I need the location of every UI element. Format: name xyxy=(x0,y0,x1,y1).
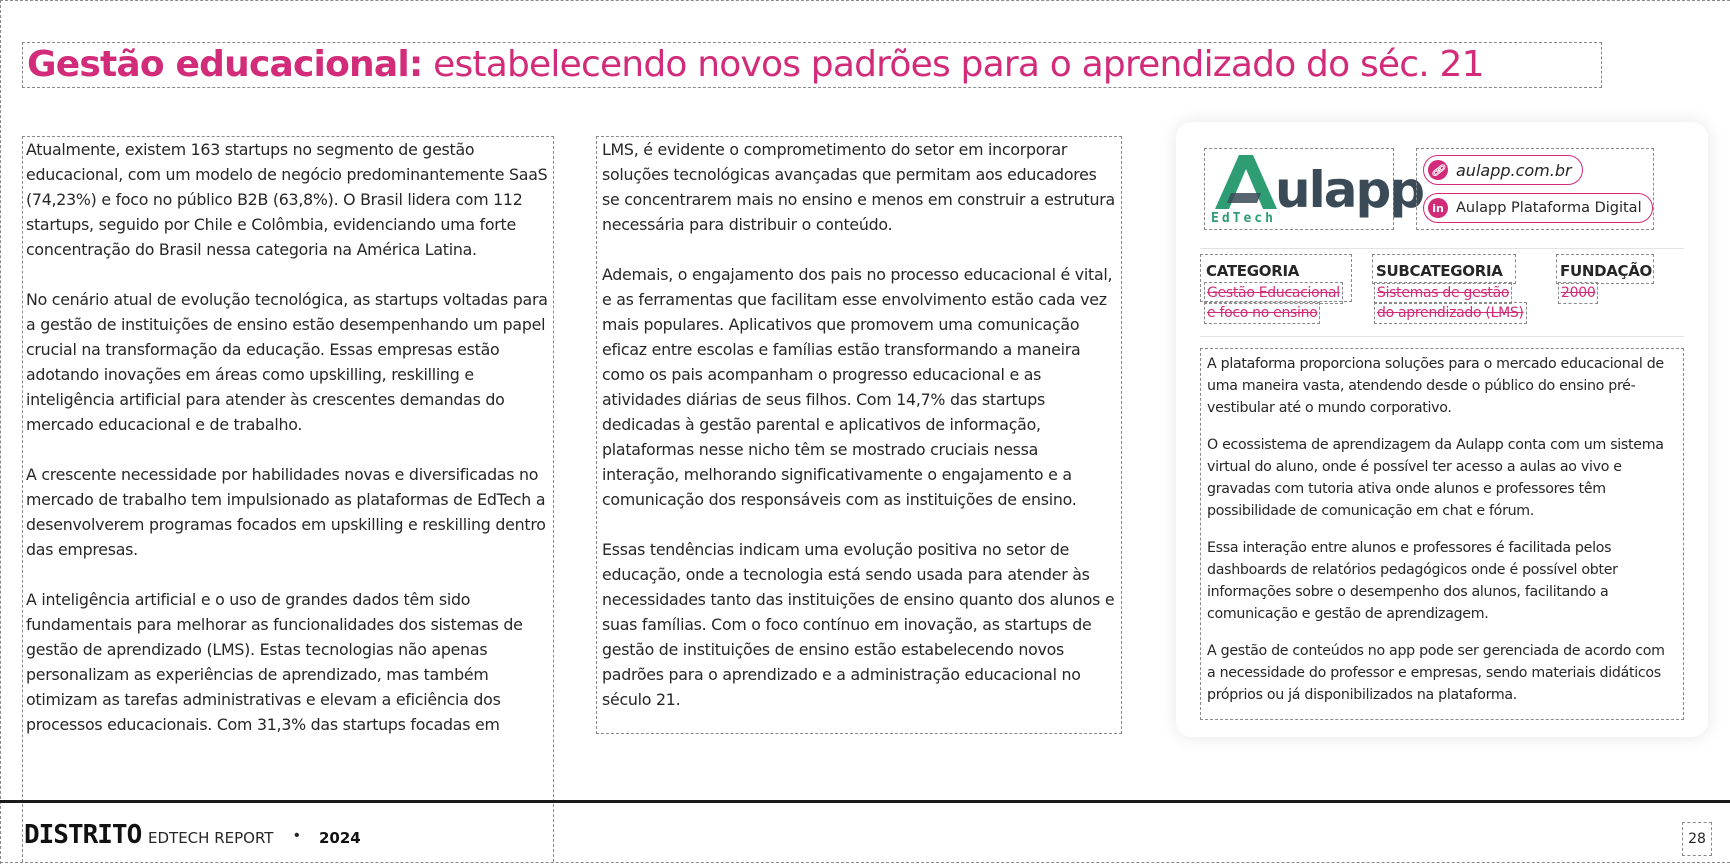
startup-description xyxy=(1200,348,1684,720)
startup-profile-card xyxy=(1176,122,1708,737)
paragraph: LMS, é evidente o comprometimento do setor em incorporar soluções tecnológicas avançadas que permitam aos educadores se concentrarem mais no ensino e menos em construir a estrutura necessária para distribuir o conteúdo. xyxy=(602,140,1115,234)
text-column-left xyxy=(22,136,554,862)
description-paragraph: A plataforma proporciona soluções para o mercado educacional de uma maneira vasta, atendendo desde o público do ensino pré-vestibular até o mundo corporativo. xyxy=(1207,356,1664,416)
paragraph: No cenário atual de evolução tecnológica, as startups voltadas para a gestão de instituições de ensino estão desempenhando um papel crucial na transformação da educação. Essas empresas estão adotando inovações em áreas como upskilling, reskilling e inteligência artificial para atender às crescentes demandas do mercado educacional e de trabalho. xyxy=(26,290,548,434)
footer-separator: • xyxy=(294,827,300,844)
paragraph: A inteligência artificial e o uso de grandes dados têm sido fundamentais para melhorar as funcionalidades dos sistemas de gestão de aprendizado (LMS). Estas tecnologias não apenas personalizam as experiências de aprendizado, mas também otimizam as tarefas administrativas e elevam a eficiência dos processos educacionais. Com 31,3% das startups focadas em xyxy=(26,590,523,734)
card-divider xyxy=(1200,336,1684,337)
category-label: CATEGORIA xyxy=(1206,262,1300,280)
paragraph: Essas tendências indicam uma evolução positiva no setor de educação, onde a tecnologia está sendo usada para atender às necessidades tanto das instituições de ensino quanto dos alunos e suas famílias. Com o foco contínuo em inovação, as startups de gestão de instituições de ensino estão estabelecendo novos padrões para o aprendizado e a administração educacional no século 21. xyxy=(602,540,1115,709)
website-link[interactable] xyxy=(1423,155,1583,185)
logo-subtitle: EdTech xyxy=(1211,211,1276,226)
text-column-middle xyxy=(596,136,1122,734)
footer-rule xyxy=(0,800,1730,803)
report-name: EDTECH REPORT xyxy=(148,829,274,847)
paragraph: Ademais, o engajamento dos pais no processo educacional é vital, e as ferramentas que facilitam esse envolvimento estão cada vez mais populares. Aplicativos que promovem uma comunicação eficaz entre escolas e famílias estão transformando a maneira como os pais acompanham o progresso educacional e as atividades diárias de seus filhos. Com 14,7% das startups dedicadas à gestão parental e aplicativos de informação, plataformas nesse nicho têm se mostrado cruciais nessa interação, melhorando significativamente o engajamento e a comunicação dos responsáveis com as instituições de ensino. xyxy=(602,265,1113,509)
page-title xyxy=(22,42,1602,88)
report-year: 2024 xyxy=(319,829,361,847)
description-paragraph: Essa interação entre alunos e professores é facilitada pelos dashboards de relatórios pedagógicos onde é possível obter informações sobre o desempenho dos alunos, facilitando a comunicação e gestão de aprendizagem. xyxy=(1207,540,1618,622)
subcategory-value-line-2: do aprendizado (LMS) xyxy=(1374,302,1527,324)
paragraph: Atualmente, existem 163 startups no segmento de gestão educacional, com um modelo de negócio predominantemente SaaS (74,23%) e foco no público B2B (63,8%). O Brasil lidera com 112 startups, seguido por Chile e Colômbia, evidenciando uma forte concentração do Brasil nessa categoria na América Latina. xyxy=(26,140,548,259)
description-paragraph: O ecossistema de aprendizagem da Aulapp conta com um sistema virtual do aluno, onde é possível ter acesso a aulas ao vivo e gravadas com tutoria ativa onde alunos e professores têm possibilidade de comunicação em chat e fórum. xyxy=(1207,437,1664,519)
linkedin-link[interactable] xyxy=(1423,193,1653,223)
card-divider xyxy=(1200,248,1684,249)
logo-a-bar xyxy=(1227,193,1261,203)
category-value-line-1: Gestão Educacional xyxy=(1204,282,1343,304)
link-icon: 🔗︎ xyxy=(1428,160,1448,180)
subcategory-value-line-1: Sistemas de gestão xyxy=(1374,282,1512,304)
linkedin-label: Aulapp Plataforma Digital xyxy=(1456,200,1642,216)
paragraph: A crescente necessidade por habilidades novas e diversificadas no mercado de trabalho tem impulsionado as plataformas de EdTech a desenvolverem programas focados em upskilling e reskilling dentro das empresas. xyxy=(26,465,546,559)
description-paragraph: A gestão de conteúdos no app pode ser gerenciada de acordo com a necessidade do professor e empresas, sendo materiais didáticos próprios ou já disponibilizados na plataforma. xyxy=(1207,643,1665,703)
page-bottom-guide xyxy=(0,862,1730,863)
contact-links xyxy=(1416,148,1654,230)
linkedin-icon: in xyxy=(1428,198,1448,218)
logo-wordmark: ulapp xyxy=(1275,161,1424,219)
founded-value: 2000 xyxy=(1558,282,1598,304)
page-left-guide xyxy=(0,0,1,864)
page-title-bold: Gestão educacional: xyxy=(27,44,423,85)
category-value-line-2: e foco no ensino xyxy=(1204,302,1320,324)
subcategory-label: SUBCATEGORIA xyxy=(1376,262,1503,280)
founded-label: FUNDAÇÃO xyxy=(1560,262,1653,280)
website-label: aulapp.com.br xyxy=(1456,160,1572,180)
page-title-rest: estabelecendo novos padrões para o aprendizado do séc. 21 xyxy=(422,44,1484,85)
aulapp-logo xyxy=(1204,148,1424,230)
page-number: 28 xyxy=(1682,822,1712,856)
distrito-logo: DISTRITO xyxy=(24,820,142,850)
page-top-guide xyxy=(0,0,1730,1)
